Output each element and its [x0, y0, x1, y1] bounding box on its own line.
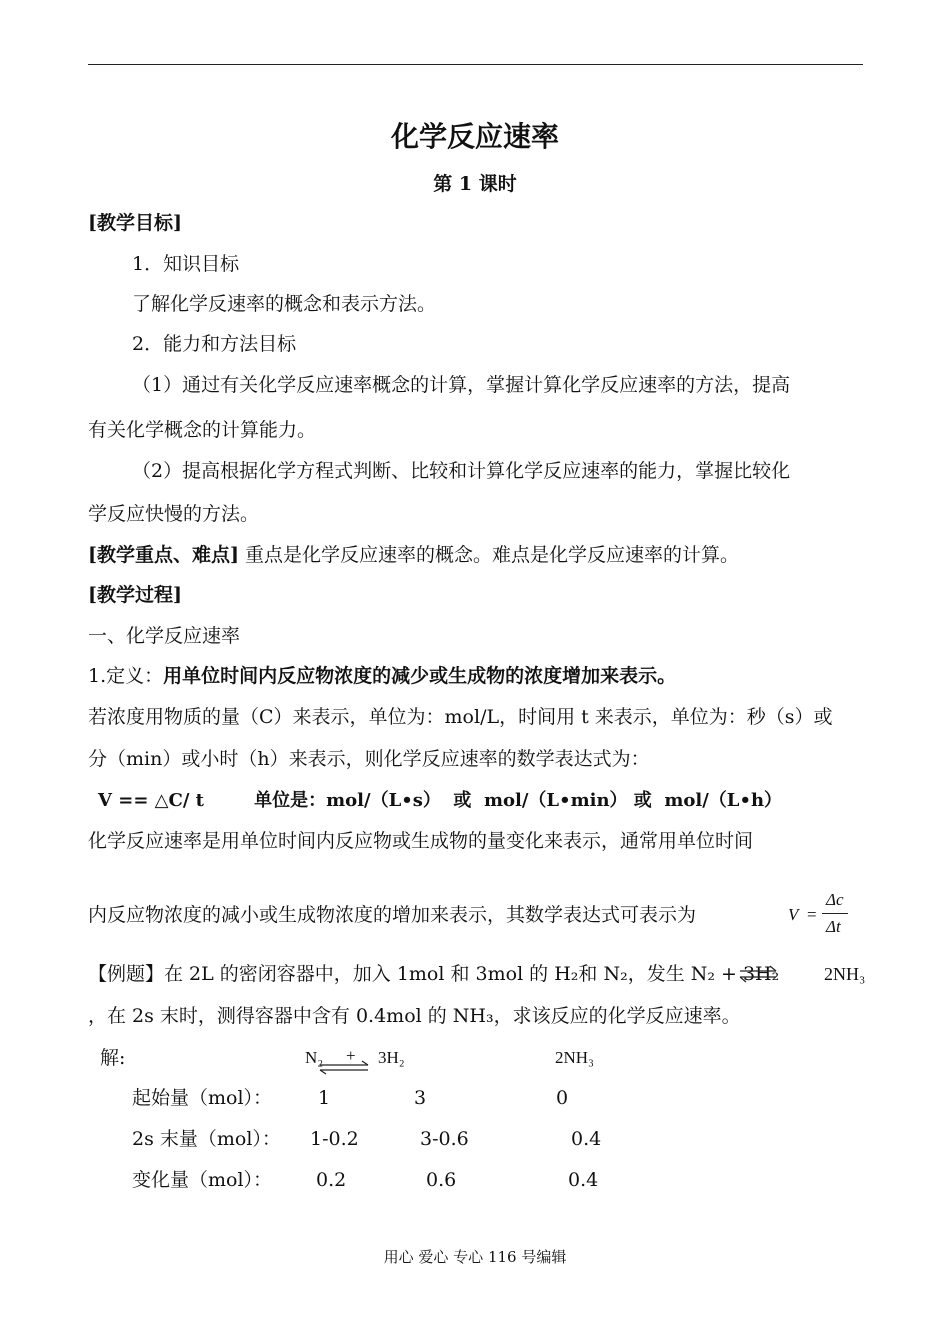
objective-1-text: 了解化学反速率的概念和表示方法。	[132, 293, 437, 315]
row-initial-h2: 3	[414, 1087, 427, 1109]
key-points-heading: [教学重点、难点]	[88, 544, 239, 566]
page-subtitle: 第 1 课时	[433, 173, 517, 195]
objective-2-item-2-line-2: 学反应快慢的方法。	[88, 503, 260, 525]
example-line-2: ，在 2s 末时，测得容器中含有 0.4mol 的 NH₃，求该反应的化学反应速率。	[88, 1005, 741, 1027]
solution-eq-n2: N₂	[305, 1048, 324, 1067]
fraction-bar	[822, 913, 848, 914]
objective-2-item-1-line-1: （1）通过有关化学反应速率概念的计算，掌握计算化学反应速率的方法，提高	[132, 374, 791, 396]
objective-2-label: 2．能力和方法目标	[132, 333, 297, 355]
row-2s-label: 2s 末量（mol）：	[132, 1128, 281, 1150]
row-2s-h2: 3-0.6	[420, 1128, 469, 1150]
row-initial-n2: 1	[318, 1087, 331, 1109]
objective-1-label: 1．知识目标	[132, 253, 240, 275]
example-product: 2NH₃	[824, 964, 866, 984]
key-points-line	[88, 543, 739, 567]
row-change-nh3: 0.4	[568, 1169, 599, 1191]
row-change-n2: 0.2	[316, 1169, 347, 1191]
row-2s-n2: 1-0.2	[310, 1128, 359, 1150]
paragraph-2-line-2: 内反应物浓度的减小或生成物浓度的增加来表示，其数学表达式可表示为	[88, 904, 697, 926]
solution-eq-plus: +	[346, 1046, 356, 1065]
definition-label: 1.定义：	[88, 665, 164, 687]
equilibrium-arrow-icon	[738, 963, 780, 985]
header-rule	[88, 64, 863, 65]
row-2s-nh3: 0.4	[571, 1128, 602, 1150]
paragraph-1-line-1: 若浓度用物质的量（C）来表示，单位为：mol/L，时间用 t 来表示，单位为：秒（s）或	[88, 706, 833, 728]
example-line-1: 【例题】在 2L 的密闭容器中，加入 1mol 和 3mol 的 H₂和 N₂，发生 N₂ + 3H₂	[88, 963, 780, 985]
section-1-heading: 一、化学反应速率	[88, 625, 241, 647]
fraction-equals: =	[807, 905, 817, 924]
paragraph-1-line-2: 分（min）或小时（h）来表示，则化学反应速率的数学表达式为：	[88, 748, 650, 770]
row-initial-label: 起始量（mol）：	[132, 1087, 273, 1109]
rate-formula-line: V == △C/ t 单位是：mol/（L•s） 或 mol/（L•min） 或 mol/（L•h）	[98, 790, 783, 811]
objective-2-item-1-line-2: 有关化学概念的计算能力。	[88, 419, 317, 441]
row-initial-nh3: 0	[556, 1087, 569, 1109]
process-heading: [教学过程]	[88, 584, 182, 606]
definition-line	[88, 664, 676, 688]
definition-text: 用单位时间内反应物浓度的减少或生成物的浓度增加来表示。	[163, 665, 677, 687]
page-footer: 用心 爱心 专心 116 号编辑	[383, 1248, 567, 1266]
row-change-h2: 0.6	[426, 1169, 457, 1191]
fraction-denominator: Δt	[826, 917, 841, 936]
objectives-heading: [教学目标]	[88, 212, 182, 234]
solution-label: 解:	[100, 1047, 126, 1069]
objective-2-item-2-line-1: （2）提高根据化学方程式判断、比较和计算化学反应速率的能力，掌握比较化	[132, 460, 791, 482]
solution-eq-h2: 3H₂	[378, 1048, 405, 1067]
row-change-label: 变化量（mol）：	[132, 1169, 273, 1191]
page-title: 化学反应速率	[390, 120, 559, 153]
key-points-text: 重点是化学反应速率的概念。难点是化学反应速率的计算。	[238, 544, 740, 566]
solution-equilibrium-arrow-icon	[318, 1060, 372, 1076]
fraction-numerator: Δc	[826, 890, 844, 909]
paragraph-2-line-1: 化学反应速率是用单位时间内反应物或生成物的量变化来表示，通常用单位时间	[88, 830, 754, 852]
solution-eq-nh3: 2NH₃	[555, 1048, 594, 1067]
fraction-v: V	[788, 905, 799, 924]
